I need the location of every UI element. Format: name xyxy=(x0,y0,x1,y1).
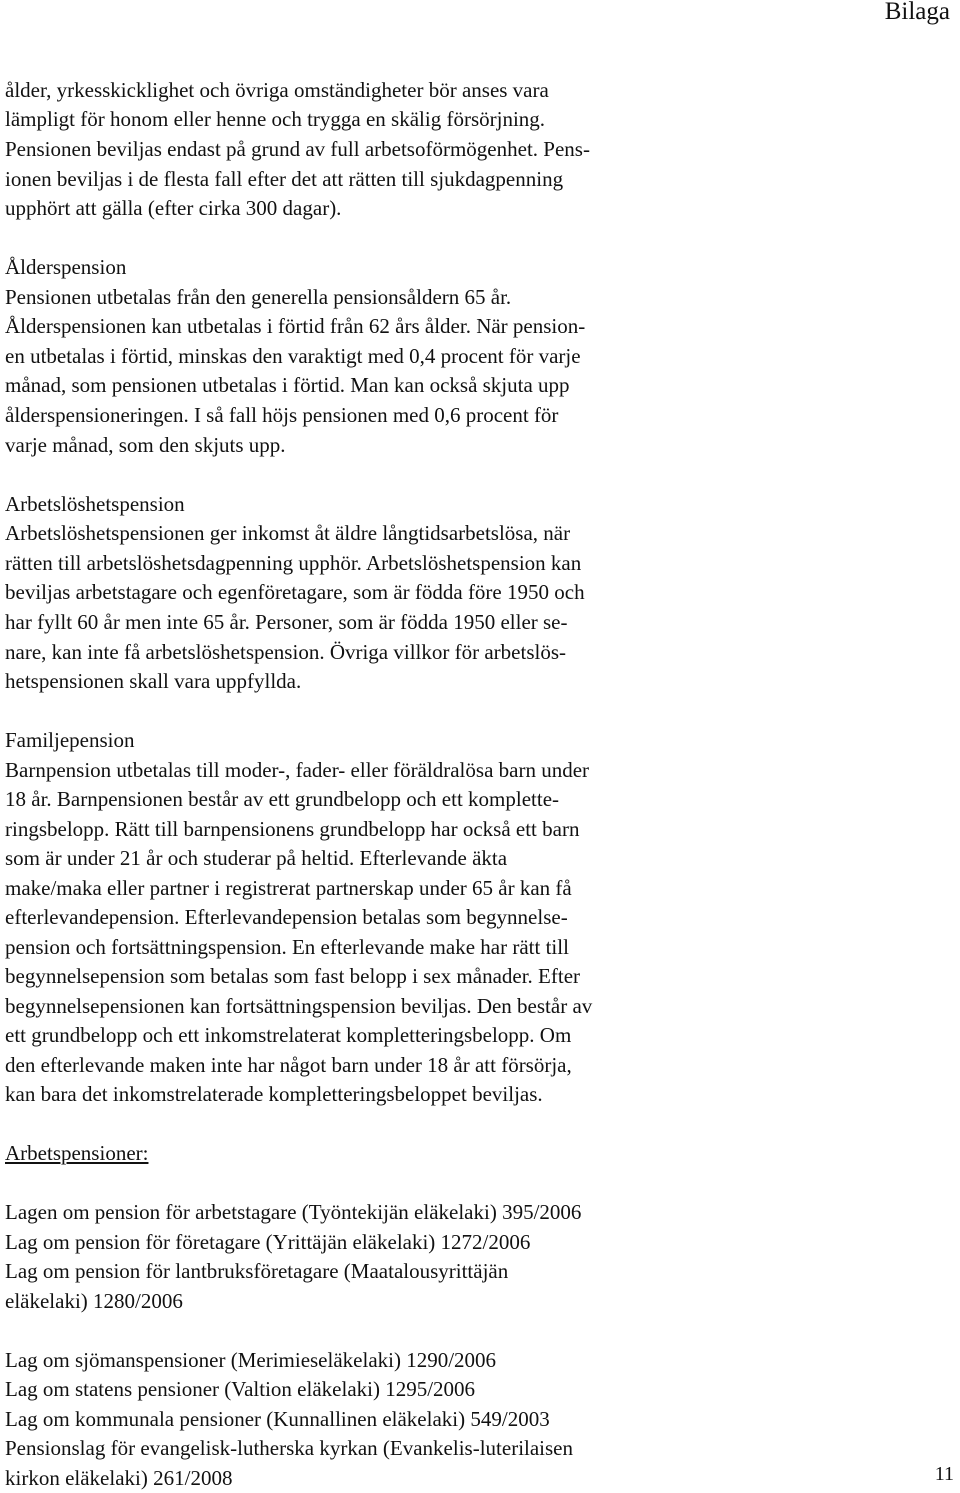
text-line: ionen beviljas i de flesta fall efter det att rätten till sjukdagpenning xyxy=(5,167,564,191)
text-line: ålder, yrkesskicklighet och övriga omständigheter bör anses vara xyxy=(5,78,549,102)
section-heading-underlined: Arbetspensioner: xyxy=(5,1141,149,1165)
text-line: lämpligt för honom eller henne och trygga en skälig försörjning. xyxy=(5,107,546,131)
text-line: 18 år. Barnpensionen består av ett grundbelopp och ett komplette- xyxy=(5,787,560,811)
text-line: Lag om sjömanspensioner (Merimieseläkelaki) 1290/2006 xyxy=(5,1348,497,1372)
page-number: 11 xyxy=(934,1463,954,1485)
text-line: Lag om pension för företagare (Yrittäjän eläkelaki) 1272/2006 xyxy=(5,1230,531,1254)
page-header: Bilaga xyxy=(884,0,950,25)
text-line: Pensionslag för evangelisk-lutherska kyrkan (Evankelis-luterilaisen xyxy=(5,1436,574,1460)
text-line: rätten till arbetslöshetsdagpenning upphör. Arbetslöshetspension kan xyxy=(5,551,582,575)
text-line: Lag om kommunala pensioner (Kunnallinen eläkelaki) 549/2003 xyxy=(5,1407,550,1431)
text-line: ringsbelopp. Rätt till barnpensionens grundbelopp har också ett barn xyxy=(5,817,580,841)
text-line: eläkelaki) 1280/2006 xyxy=(5,1289,183,1313)
text-line: den efterlevande maken inte har något barn under 18 år att försörja, xyxy=(5,1053,572,1077)
text-line: som är under 21 år och studerar på heltid. Efterlevande äkta xyxy=(5,846,508,870)
text-line: en utbetalas i förtid, minskas den varaktigt med 0,4 procent för varje xyxy=(5,344,581,368)
text-line: upphört att gälla (efter cirka 300 dagar). xyxy=(5,196,342,220)
text-line: Pensionen beviljas endast på grund av full arbetsoförmögenhet. Pens- xyxy=(5,137,590,161)
text-line: Lagen om pension för arbetstagare (Työntekijän eläkelaki) 395/2006 xyxy=(5,1200,582,1224)
text-line: ett grundbelopp och ett inkomstrelaterat kompletteringsbelopp. Om xyxy=(5,1023,572,1047)
text-line: Lag om statens pensioner (Valtion eläkelaki) 1295/2006 xyxy=(5,1377,476,1401)
text-line: beviljas arbetstagare och egenföretagare, som är födda före 1950 och xyxy=(5,580,585,604)
text-line: efterlevandepension. Efterlevandepension betalas som begynnelse- xyxy=(5,905,568,929)
text-line: Ålderspensionen kan utbetalas i förtid från 62 års ålder. När pension- xyxy=(5,314,586,338)
text-line: Lag om pension för lantbruksföretagare (Maatalousyrittäjän xyxy=(5,1259,509,1283)
text-line: har fyllt 60 år men inte 65 år. Personer, som är födda 1950 eller se- xyxy=(5,610,568,634)
text-line: månad, som pensionen utbetalas i förtid. Man kan också skjuta upp xyxy=(5,373,570,397)
text-line: hetspensionen skall vara uppfyllda. xyxy=(5,669,302,693)
text-line: pension och fortsättningspension. En efterlevande make har rätt till xyxy=(5,935,569,959)
text-line: ålderspensioneringen. I så fall höjs pensionen med 0,6 procent för xyxy=(5,403,559,427)
text-line: Arbetslöshetspensionen ger inkomst åt äldre långtidsarbetslösa, när xyxy=(5,521,571,545)
text-line: Pensionen utbetalas från den generella pensionsåldern 65 år. xyxy=(5,285,512,309)
text-line: Ålderspension xyxy=(5,255,127,279)
text-line: Barnpension utbetalas till moder-, fader- eller föräldralösa barn under xyxy=(5,758,590,782)
text-line: make/maka eller partner i registrerat partnerskap under 65 år kan få xyxy=(5,876,572,900)
text-line: Familjepension xyxy=(5,728,135,752)
text-line: kirkon eläkelaki) 261/2008 xyxy=(5,1466,233,1490)
text-line: begynnelsepensionen kan fortsättningspension beviljas. Den består av xyxy=(5,994,593,1018)
text-line: kan bara det inkomstrelaterade kompletteringsbeloppet beviljas. xyxy=(5,1082,543,1106)
text-line: begynnelsepension som betalas som fast belopp i sex månader. Efter xyxy=(5,964,581,988)
text-line: Arbetslöshetspension xyxy=(5,492,185,516)
text-line: varje månad, som den skjuts upp. xyxy=(5,433,286,457)
text-line: nare, kan inte få arbetslöshetspension. Övriga villkor för arbetslös- xyxy=(5,640,567,664)
